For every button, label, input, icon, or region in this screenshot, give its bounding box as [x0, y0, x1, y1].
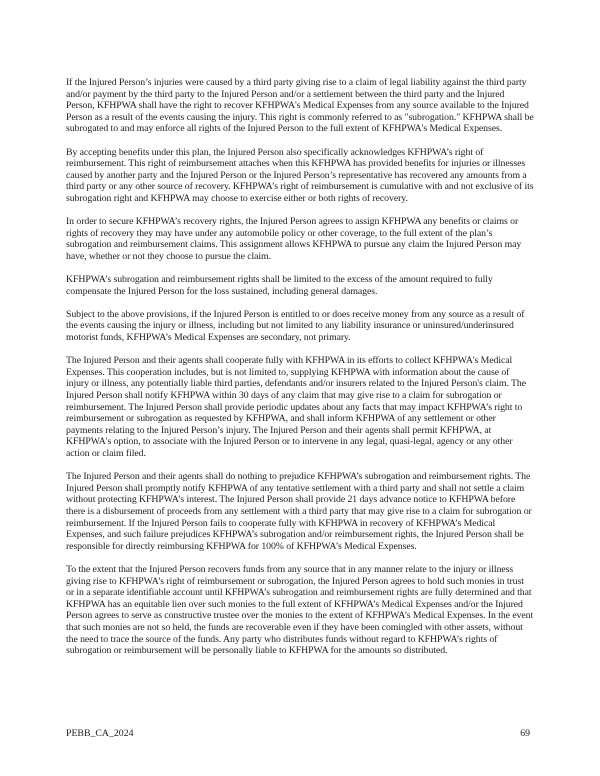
body-paragraph: If the Injured Person’s injuries were caused by a third party giving rise to a claim of legal liability against the third party and/or payment by the third party to the Injured Person and/or a settlement between the third party and the Injured Person, KFHPWA shall have the right to recover KFHPWA's Medical Expenses from any source available to the Injured Person as a result of the events causing the injury. This right is commonly referred to as "subrogation." KFHPWA shall be subrogated to and may enforce all rights of the Injured Person to the full extent of KFHPWA's Medical Expenses. [66, 77, 534, 135]
page-footer [66, 728, 530, 740]
body-paragraph: KFHPWA’s subrogation and reimbursement rights shall be limited to the excess of the amount required to fully compensate the Injured Person for the loss sustained, including general damages. [66, 274, 493, 297]
body-paragraph: By accepting benefits under this plan, the Injured Person also specifically acknowledges KFHPWA’s right of reimbursement. This right of reimbursement attaches when this KFHPWA has provided benefits for injuries or illnesses caused by another party and the Injured Person or the Injured Person’s representative has recovered any amounts from a third party or any other source of recovery. KFHPWA’s right of reimbursement is cumulative with and not exclusive of its subrogation right and KFHPWA may choose to exercise either or both rights of recovery. [66, 146, 534, 204]
body-paragraph: In order to secure KFHPWA’s recovery rights, the Injured Person agrees to assign KFHPWA any benefits or claims or rights of recovery they may have under any automobile policy or other coverage, to the full extent of the plan’s subrogation and reimbursement claims. This assignment allows KFHPWA to pursue any claim the Injured Person may have, whether or not they choose to pursue the claim. [66, 216, 522, 262]
body-paragraph: Subject to the above provisions, if the Injured Person is entitled to or does receive money from any source as a result of the events causing the injury or illness, including but not limited to any liability insurance or uninsured/underinsured motorist funds, KFHPWA’s Medical Expenses are secondary, not primary. [66, 308, 525, 344]
footer-doc-code: PEBB_CA_2024 [66, 728, 134, 739]
body-paragraph: The Injured Person and their agents shall do nothing to prejudice KFHPWA’s subrogation and reimbursement rights. The Injured Person shall promptly notify KFHPWA of any tentative settlement with a third party and shall not settle a claim without protecting KFHPWA’s interest. The Injured Person shall provide 21 days advance notice to KFHPWA before there is a disbursement of proceeds from any settlement with a third party that may give rise to a claim for subrogation or reimbursement. If the Injured Person fails to cooperate fully with KFHPWA in recovery of KFHPWA’s Medical Expenses, and such failure prejudices KFHPWA’s subrogation and/or reimbursement rights, the Injured Person shall be responsible for directly reimbursing KFHPWA for 100% of KFHPWA’s Medical Expenses. [66, 471, 532, 552]
body-paragraph: To the extent that the Injured Person recovers funds from any source that in any manner relate to the injury or illness giving rise to KFHPWA’s right of reimbursement or subrogation, the Injured Person agrees to hold such monies in trust or in a separate identifiable account until KFHPWA’s subrogation and reimbursement rights are fully determined and that KFHPWA has an equitable lien over such monies to the full extent of KFHPWA’s Medical Expenses and/or the Injured Person agrees to serve as constructive trustee over the monies to the extent of KFHPWA’s Medical Expenses. In the event that such monies are not so held, the funds are recoverable even if they have been comingled with other assets, without the need to trace the source of the funds. Any party who distributes funds without regard to KFHPWA’s rights of subrogation or reimbursement will be personally liable to KFHPWA for the amounts so distributed. [66, 563, 534, 657]
body-paragraph: The Injured Person and their agents shall cooperate fully with KFHPWA in its efforts to collect KFHPWA's Medical Expenses. This cooperation includes, but is not limited to, supplying KFHPWA with information about the cause of injury or illness, any potentially liable third parties, defendants and/or insurers related to the Injured Person's claim. The Injured Person shall notify KFHPWA within 30 days of any claim that may give rise to a claim for subrogation or reimbursement. The Injured Person shall provide periodic updates about any facts that may impact KFHPWA’s right to reimbursement or subrogation as requested by KFHPWA, and shall inform KFHPWA of any settlement or other payments relating to the Injured Person’s injury. The Injured Person and their agents shall permit KFHPWA, at KFHPWA's option, to associate with the Injured Person or to intervene in any legal, quasi-legal, agency or any other action or claim filed. [66, 355, 526, 459]
footer-page-number: 69 [520, 728, 530, 739]
page-body [66, 77, 534, 668]
